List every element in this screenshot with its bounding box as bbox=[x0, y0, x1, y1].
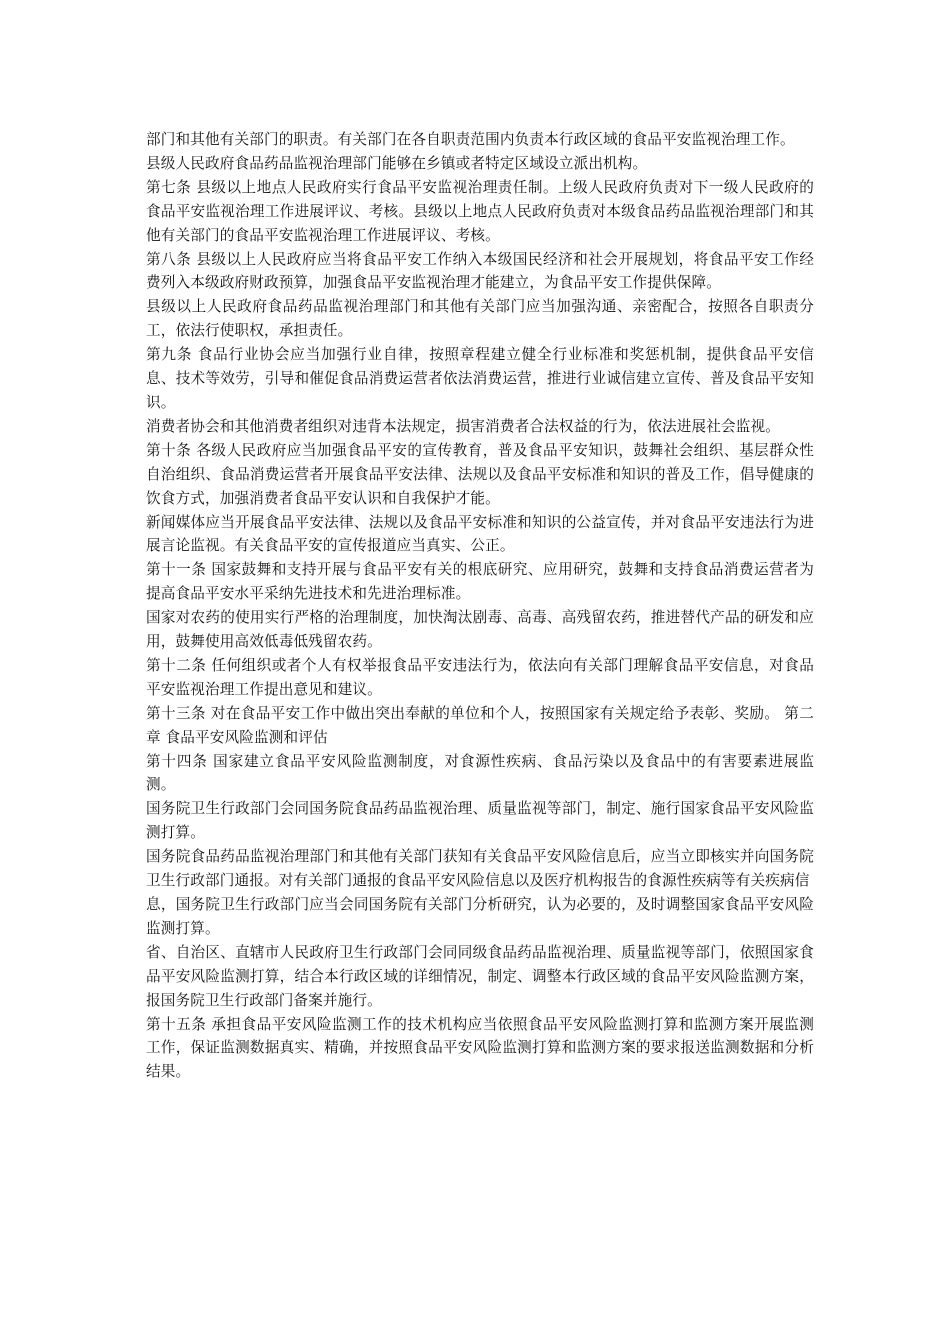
paragraph: 第九条 食品行业协会应当加强行业自律，按照章程建立健全行业标准和奖惩机制，提供食品平安信息、技术等效劳，引导和催促食品消费运营者依法消费运营，推进行业诚信建立宣传、普及食品平安知识。 bbox=[146, 346, 814, 411]
paragraph: 第十一条 国家鼓舞和支持开展与食品平安有关的根底研究、应用研究，鼓舞和支持食品消费运营者为提高食品平安水平采纳先进技术和先进治理标准。 bbox=[146, 561, 814, 603]
paragraph: 第十三条 对在食品平安工作中做出突出奉献的单位和个人，按照国家有关规定给予表彰、奖励。 第二章 食品平安风险监测和评估 bbox=[146, 704, 814, 746]
paragraph: 国家对农药的使用实行严格的治理制度，加快淘汰剧毒、高毒、高残留农药，推进替代产品的研发和应用，鼓舞使用高效低毒低残留农药。 bbox=[146, 609, 814, 651]
paragraph: 第十二条 任何组织或者个人有权举报食品平安违法行为，依法向有关部门理解食品平安信息，对食品平安监视治理工作提出意见和建议。 bbox=[146, 656, 814, 698]
paragraph: 息，国务院卫生行政部门应当会同国务院有关部门分析研究，认为必要的，及时调整国家食品平安风险监测打算。 bbox=[146, 896, 814, 937]
paragraph: 县级以上人民政府食品药品监视治理部门和其他有关部门应当加强沟通、亲密配合，按照各自职责分工，依法行使职权，承担责任。 bbox=[146, 298, 814, 340]
paragraph: 省、自治区、直辖市人民政府卫生行政部门会同同级食品药品监视治理、质量监视等部门，依照国家食品平安风险监测打算，结合本行政区域的详细情况，制定、调整本行政区域的食品平安风险监测方案，报国务院卫生行政部门备案并施行。 bbox=[146, 943, 814, 1009]
paragraph: 第十五条 承担食品平安风险监测工作的技术机构应当依照食品平安风险监测打算和监测方案开展监测工作，保证监测数据真实、精确，并按照食品平安风险监测打算和监测方案的要求报送监测数据和分析结果。 bbox=[146, 1015, 814, 1081]
paragraph: 国务院卫生行政部门会同国务院食品药品监视治理、质量监视等部门，制定、施行国家食品平安风险监测打算。 bbox=[146, 800, 814, 842]
document-body bbox=[146, 128, 814, 1084]
paragraph: 第七条 县级以上地点人民政府实行食品平安监视治理责任制。上级人民政府负责对下一级人民政府的食品平安监视治理工作进展评议、考核。县级以上地点人民政府负责对本级食品药品监视治理部门和其他有关部门的食品平安监视治理工作进展评议、考核。 bbox=[146, 178, 814, 244]
paragraph: 县级人民政府食品药品监视治理部门能够在乡镇或者特定区域设立派出机构。 bbox=[146, 154, 648, 172]
paragraph: 第八条 县级以上人民政府应当将食品平安工作纳入本级国民经济和社会开展规划，将食品平安工作经费列入本级政府财政预算，加强食品平安监视治理才能建立，为食品平安工作提供保障。 bbox=[146, 250, 814, 292]
paragraph: 第十四条 国家建立食品平安风险监测制度，对食源性疾病、食品污染以及食品中的有害要素进展监测。 bbox=[146, 752, 814, 794]
paragraph: 国务院食品药品监视治理部门和其他有关部门获知有关食品平安风险信息后，应当立即核实并向国务院卫生行政部门通报。对有关部门通报的食品平安风险信息以及医疗机构报告的食源性疾病等有关疾病信 bbox=[146, 848, 814, 890]
paragraph: 消费者协会和其他消费者组织对违背本法规定，损害消费者合法权益的行为，依法进展社会监视。 bbox=[146, 417, 780, 435]
paragraph: 新闻媒体应当开展食品平安法律、法规以及食品平安标准和知识的公益宣传，并对食品平安违法行为进展言论监视。有关食品平安的宣传报道应当真实、公正。 bbox=[146, 513, 814, 555]
paragraph: 第十条 各级人民政府应当加强食品平安的宣传教育，普及食品平安知识，鼓舞社会组织、基层群众性自治组织、食品消费运营者开展食品平安法律、法规以及食品平安标准和知识的普及工作，倡导健康的饮食方式，加强消费者食品平安认识和自我保护才能。 bbox=[146, 441, 814, 507]
paragraph: 部门和其他有关部门的职责。有关部门在各自职责范围内负责本行政区域的食品平安监视治理工作。 bbox=[146, 131, 795, 148]
